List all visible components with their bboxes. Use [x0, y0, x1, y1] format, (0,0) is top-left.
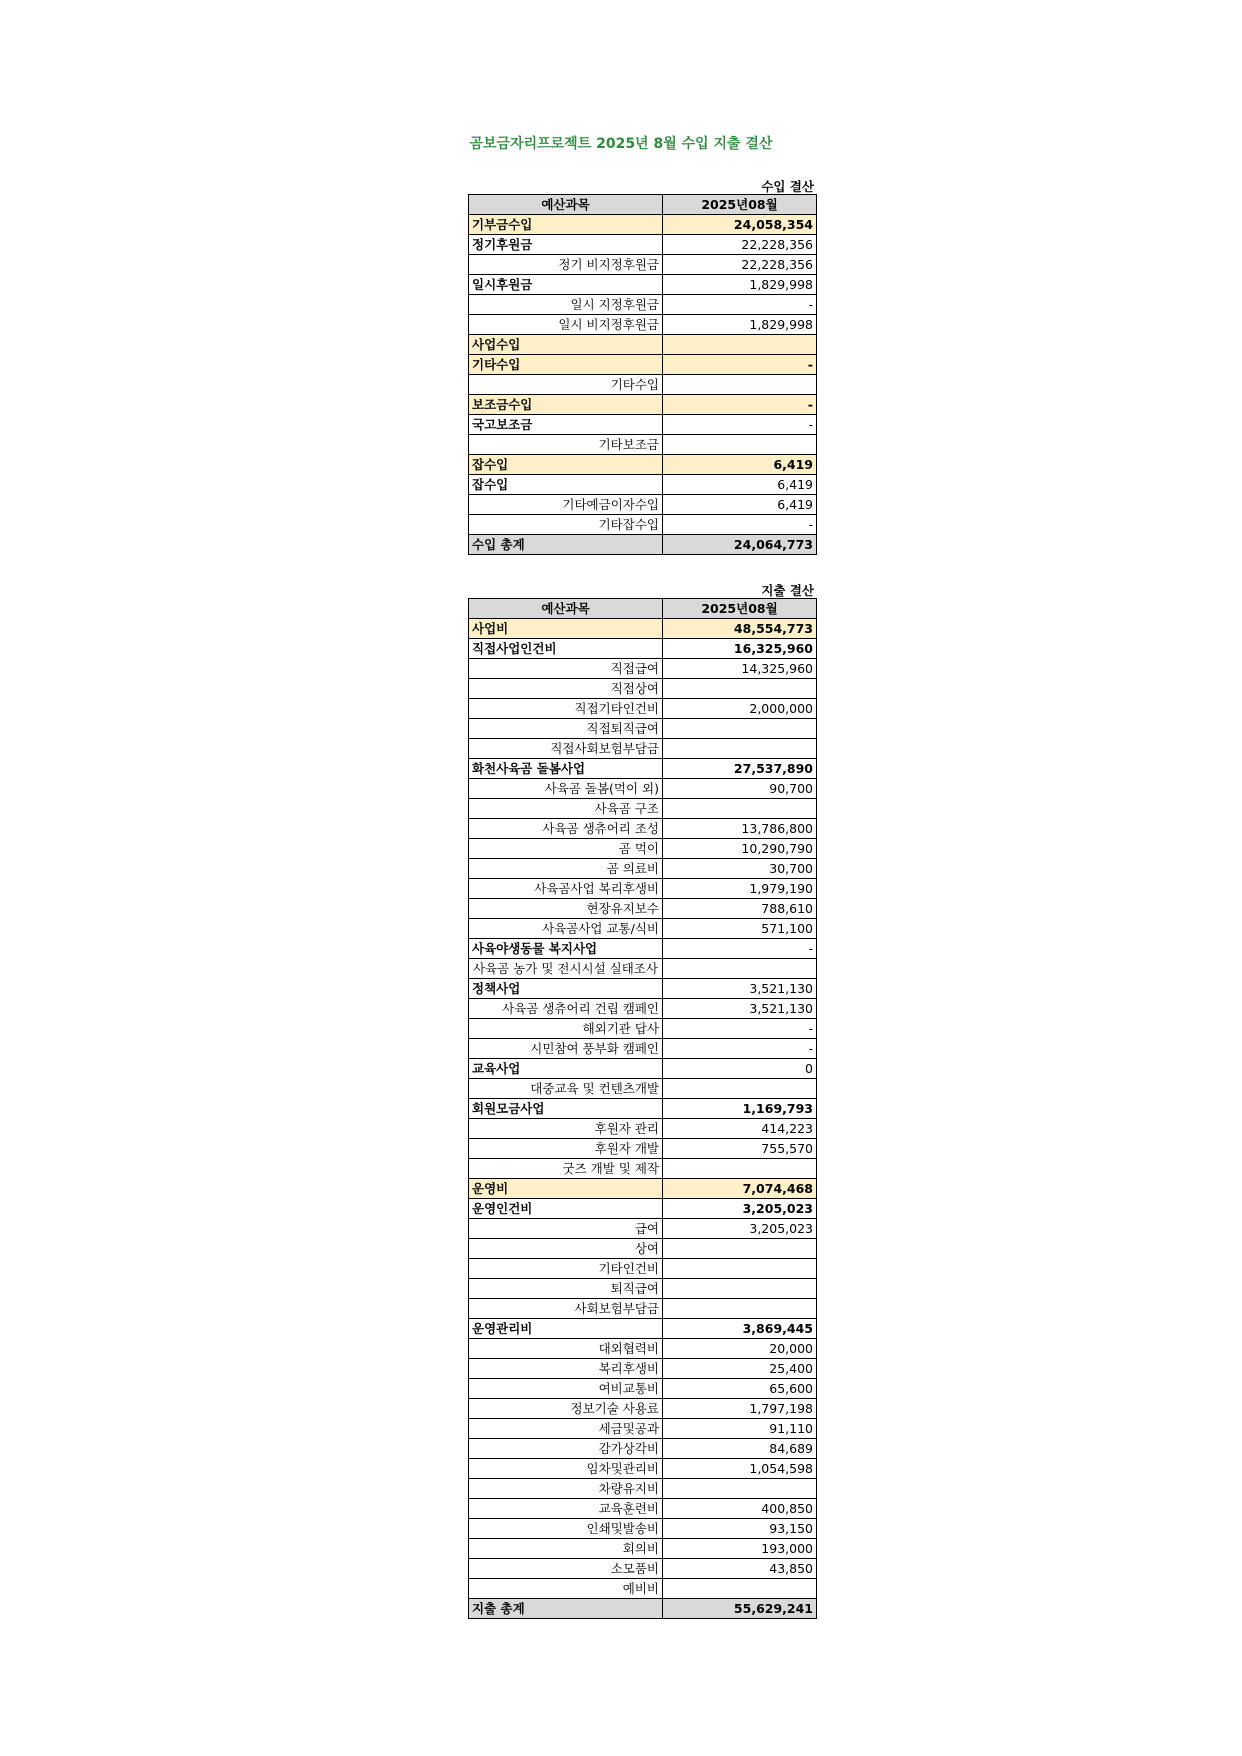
expense-row-item — [469, 1259, 817, 1279]
expense-row-label: 퇴직급여 — [469, 1279, 663, 1299]
expense-row-amount — [663, 739, 817, 759]
expense-row-amount: 3,869,445 — [663, 1319, 817, 1339]
expense-row-amount: 25,400 — [663, 1359, 817, 1379]
expense-row-amount — [663, 1079, 817, 1099]
income-row-label: 기타보조금 — [469, 435, 663, 455]
expense-row-groupb — [469, 1319, 817, 1339]
expense-row-label: 사육야생동물 복지사업 — [469, 939, 663, 959]
expense-row-amount: 30,700 — [663, 859, 817, 879]
income-row-amount: 22,228,356 — [663, 255, 817, 275]
expense-row-amount: 55,629,241 — [663, 1599, 817, 1619]
expense-row-label: 정책사업 — [469, 979, 663, 999]
expense-row-amount: 1,979,190 — [663, 879, 817, 899]
expense-row-amount: 1,054,598 — [663, 1459, 817, 1479]
expense-row-item — [469, 1039, 817, 1059]
income-row-group — [469, 415, 817, 435]
income-row-label: 수입 총계 — [469, 535, 663, 555]
expense-row-item — [469, 1559, 817, 1579]
expense-row-amount: 755,570 — [663, 1139, 817, 1159]
expense-row-groupb — [469, 1199, 817, 1219]
income-row-total — [469, 535, 817, 555]
expense-row-label: 감가상각비 — [469, 1439, 663, 1459]
expense-row-item — [469, 1079, 817, 1099]
expense-row-label: 복리후생비 — [469, 1359, 663, 1379]
expense-row-label: 직접상여 — [469, 679, 663, 699]
expense-row-label: 화천사육곰 돌봄사업 — [469, 759, 663, 779]
expense-row-amount: - — [663, 1019, 817, 1039]
expense-row-amount: - — [663, 939, 817, 959]
expense-row-amount: 43,850 — [663, 1559, 817, 1579]
expense-row-amount: - — [663, 1039, 817, 1059]
expense-row-group — [469, 939, 817, 959]
expense-row-amount: 0 — [663, 1059, 817, 1079]
expense-row-group — [469, 1059, 817, 1079]
expense-row-item — [469, 1499, 817, 1519]
income-row-item — [469, 495, 817, 515]
expense-row-amount — [663, 1239, 817, 1259]
expense-section-label: 지출 결산 — [761, 583, 814, 598]
expense-row-item — [469, 779, 817, 799]
income-row-amount — [663, 435, 817, 455]
income-row-item — [469, 255, 817, 275]
expense-row-amount: 3,205,023 — [663, 1219, 817, 1239]
expense-row-amount — [663, 1479, 817, 1499]
expense-row-label: 후원자 관리 — [469, 1119, 663, 1139]
expense-row-amount: 788,610 — [663, 899, 817, 919]
income-table-header — [469, 195, 817, 215]
income-row-cat — [469, 455, 817, 475]
income-row-amount: 22,228,356 — [663, 235, 817, 255]
income-row-label: 정기 비지정후원금 — [469, 255, 663, 275]
income-section-label: 수입 결산 — [761, 179, 814, 194]
expense-row-amount — [663, 799, 817, 819]
expense-row-item — [469, 1279, 817, 1299]
income-row-amount: - — [663, 395, 817, 415]
income-row-label: 잡수입 — [469, 455, 663, 475]
income-row-label: 일시 지정후원금 — [469, 295, 663, 315]
expense-row-label: 사회보험부담금 — [469, 1299, 663, 1319]
expense-row-label: 직접사회보험부담금 — [469, 739, 663, 759]
expense-row-groupb — [469, 759, 817, 779]
expense-row-item — [469, 659, 817, 679]
expense-row-item — [469, 1419, 817, 1439]
expense-row-label: 직접사업인건비 — [469, 639, 663, 659]
income-row-label: 기타수입 — [469, 375, 663, 395]
expense-row-label: 사육곰사업 복리후생비 — [469, 879, 663, 899]
expense-row-item — [469, 799, 817, 819]
expense-row-amount: 13,786,800 — [663, 819, 817, 839]
expense-row-label: 회원모금사업 — [469, 1099, 663, 1119]
income-row-amount: 1,829,998 — [663, 315, 817, 335]
expense-row-amount — [663, 719, 817, 739]
expense-row-label: 급여 — [469, 1219, 663, 1239]
expense-row-label: 상여 — [469, 1239, 663, 1259]
expense-row-label: 대외협력비 — [469, 1339, 663, 1359]
expense-row-label: 회의비 — [469, 1539, 663, 1559]
expense-row-label: 사육곰 농가 및 전시시설 실태조사 — [469, 959, 663, 979]
income-row-amount: - — [663, 295, 817, 315]
income-row-amount: 6,419 — [663, 455, 817, 475]
expense-row-item — [469, 959, 817, 979]
income-row-amount: 6,419 — [663, 475, 817, 495]
income-row-label: 정기후원금 — [469, 235, 663, 255]
expense-row-item — [469, 1399, 817, 1419]
income-row-amount: 24,058,354 — [663, 215, 817, 235]
page-title: 곰보금자리프로젝트 2025년 8월 수입 지출 결산 — [469, 136, 773, 152]
expense-row-label: 인쇄및발송비 — [469, 1519, 663, 1539]
income-row-amount: - — [663, 415, 817, 435]
expense-row-amount: 90,700 — [663, 779, 817, 799]
expense-row-label: 사업비 — [469, 619, 663, 639]
expense-row-label: 사육곰 구조 — [469, 799, 663, 819]
expense-row-amount: 7,074,468 — [663, 1179, 817, 1199]
expense-table-header — [469, 599, 817, 619]
expense-row-label: 여비교통비 — [469, 1379, 663, 1399]
expense-row-label: 교육사업 — [469, 1059, 663, 1079]
expense-row-label: 직접기타인건비 — [469, 699, 663, 719]
expense-row-amount — [663, 1259, 817, 1279]
expense-row-label: 예비비 — [469, 1579, 663, 1599]
income-row-label: 일시후원금 — [469, 275, 663, 295]
expense-row-label: 기타인건비 — [469, 1259, 663, 1279]
expense-row-amount — [663, 1299, 817, 1319]
expense-row-amount: 2,000,000 — [663, 699, 817, 719]
income-row-item — [469, 315, 817, 335]
income-row-cat — [469, 335, 817, 355]
expense-row-amount: 3,521,130 — [663, 999, 817, 1019]
income-row-cat — [469, 215, 817, 235]
income-table — [468, 194, 817, 555]
expense-row-label: 세금및공과 — [469, 1419, 663, 1439]
income-table-body — [469, 195, 817, 555]
expense-row-item — [469, 1239, 817, 1259]
expense-row-item — [469, 1299, 817, 1319]
expense-row-amount: 48,554,773 — [663, 619, 817, 639]
income-row-amount: - — [663, 515, 817, 535]
expense-row-item — [469, 1479, 817, 1499]
expense-row-label: 직접퇴직급여 — [469, 719, 663, 739]
income-row-label: 기타수입 — [469, 355, 663, 375]
income-row-group — [469, 275, 817, 295]
expense-row-label: 곰 의료비 — [469, 859, 663, 879]
expense-row-label: 임차및관리비 — [469, 1459, 663, 1479]
income-row-amount — [663, 335, 817, 355]
income-row-label: 기타잡수입 — [469, 515, 663, 535]
expense-header-period: 2025년08월 — [663, 599, 817, 619]
expense-row-label: 직접급여 — [469, 659, 663, 679]
expense-row-item — [469, 1219, 817, 1239]
expense-row-amount: 14,325,960 — [663, 659, 817, 679]
expense-row-item — [469, 1539, 817, 1559]
income-row-item — [469, 435, 817, 455]
income-row-label: 일시 비지정후원금 — [469, 315, 663, 335]
expense-table-body — [469, 599, 817, 1619]
income-row-group — [469, 235, 817, 255]
expense-row-label: 해외기관 답사 — [469, 1019, 663, 1039]
expense-row-label: 현장유지보수 — [469, 899, 663, 919]
expense-row-label: 사육곰 생츄어리 건립 캠페인 — [469, 999, 663, 1019]
expense-row-label: 시민참여 풍부화 캠페인 — [469, 1039, 663, 1059]
expense-row-item — [469, 899, 817, 919]
expense-row-label: 정보기술 사용료 — [469, 1399, 663, 1419]
income-row-cat — [469, 395, 817, 415]
expense-row-amount — [663, 1159, 817, 1179]
income-row-group — [469, 475, 817, 495]
expense-row-label: 운영인건비 — [469, 1199, 663, 1219]
expense-row-groupb — [469, 1099, 817, 1119]
income-row-label: 보조금수입 — [469, 395, 663, 415]
expense-row-label: 후원자 개발 — [469, 1139, 663, 1159]
expense-row-amount: 27,537,890 — [663, 759, 817, 779]
income-row-label: 기타예금이자수입 — [469, 495, 663, 515]
expense-row-amount: 3,205,023 — [663, 1199, 817, 1219]
expense-row-amount: 10,290,790 — [663, 839, 817, 859]
expense-header-category: 예산과목 — [469, 599, 663, 619]
expense-row-groupb — [469, 639, 817, 659]
income-row-item — [469, 375, 817, 395]
expense-row-item — [469, 719, 817, 739]
expense-table — [468, 598, 817, 1619]
income-row-amount: - — [663, 355, 817, 375]
expense-row-group — [469, 979, 817, 999]
expense-row-amount: 3,521,130 — [663, 979, 817, 999]
expense-row-label: 소모품비 — [469, 1559, 663, 1579]
expense-row-amount: 91,110 — [663, 1419, 817, 1439]
expense-row-label: 곰 먹이 — [469, 839, 663, 859]
expense-row-amount: 1,797,198 — [663, 1399, 817, 1419]
expense-row-amount: 571,100 — [663, 919, 817, 939]
expense-row-label: 사육곰 돌봄(먹이 외) — [469, 779, 663, 799]
income-row-item — [469, 515, 817, 535]
expense-row-amount: 84,689 — [663, 1439, 817, 1459]
expense-row-amount — [663, 1279, 817, 1299]
expense-row-item — [469, 1339, 817, 1359]
income-header-category: 예산과목 — [469, 195, 663, 215]
expense-row-label: 굿즈 개발 및 제작 — [469, 1159, 663, 1179]
income-row-item — [469, 295, 817, 315]
expense-row-total — [469, 1599, 817, 1619]
expense-row-amount — [663, 679, 817, 699]
expense-row-cat — [469, 619, 817, 639]
expense-row-item — [469, 679, 817, 699]
expense-row-amount: 193,000 — [663, 1539, 817, 1559]
expense-row-amount: 20,000 — [663, 1339, 817, 1359]
income-row-label: 국고보조금 — [469, 415, 663, 435]
income-row-label: 잡수입 — [469, 475, 663, 495]
expense-row-label: 운영비 — [469, 1179, 663, 1199]
income-row-label: 기부금수입 — [469, 215, 663, 235]
expense-row-label: 사육곰 생츄어리 조성 — [469, 819, 663, 839]
expense-row-label: 교육훈련비 — [469, 1499, 663, 1519]
expense-row-item — [469, 699, 817, 719]
expense-row-amount: 400,850 — [663, 1499, 817, 1519]
income-header-period: 2025년08월 — [663, 195, 817, 215]
income-row-amount: 1,829,998 — [663, 275, 817, 295]
expense-row-item — [469, 999, 817, 1019]
expense-row-item — [469, 1519, 817, 1539]
expense-row-label: 사육곰사업 교통/식비 — [469, 919, 663, 939]
income-row-amount: 6,419 — [663, 495, 817, 515]
expense-row-item — [469, 839, 817, 859]
income-row-cat — [469, 355, 817, 375]
expense-row-label: 운영관리비 — [469, 1319, 663, 1339]
expense-row-item — [469, 739, 817, 759]
expense-row-item — [469, 1439, 817, 1459]
expense-row-item — [469, 1159, 817, 1179]
expense-row-item — [469, 1019, 817, 1039]
expense-row-item — [469, 919, 817, 939]
expense-row-item — [469, 1379, 817, 1399]
income-row-amount — [663, 375, 817, 395]
expense-row-item — [469, 819, 817, 839]
expense-row-amount: 65,600 — [663, 1379, 817, 1399]
expense-row-item — [469, 859, 817, 879]
expense-row-item — [469, 879, 817, 899]
expense-row-item — [469, 1359, 817, 1379]
expense-row-item — [469, 1579, 817, 1599]
expense-row-cat — [469, 1179, 817, 1199]
expense-row-item — [469, 1139, 817, 1159]
expense-row-label: 대중교육 및 컨텐츠개발 — [469, 1079, 663, 1099]
income-row-label: 사업수입 — [469, 335, 663, 355]
expense-row-item — [469, 1119, 817, 1139]
expense-row-amount: 414,223 — [663, 1119, 817, 1139]
expense-row-amount: 16,325,960 — [663, 639, 817, 659]
expense-row-amount: 93,150 — [663, 1519, 817, 1539]
expense-row-item — [469, 1459, 817, 1479]
expense-row-label: 지출 총계 — [469, 1599, 663, 1619]
income-row-amount: 24,064,773 — [663, 535, 817, 555]
expense-row-label: 차량유지비 — [469, 1479, 663, 1499]
expense-row-amount — [663, 1579, 817, 1599]
expense-row-amount — [663, 959, 817, 979]
expense-row-amount: 1,169,793 — [663, 1099, 817, 1119]
